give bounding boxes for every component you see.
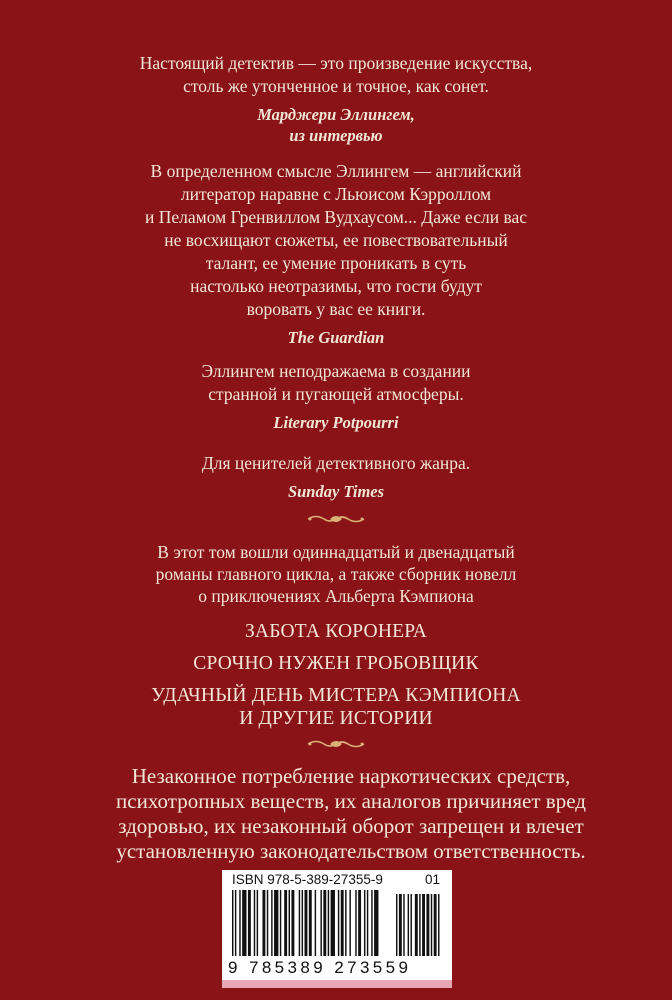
quote-line: Для ценителей детективного жанра. <box>201 453 471 473</box>
intro-line: В этот том вошли одиннадцатый и двенадцатый <box>157 542 515 562</box>
quote-source: Марджери Эллингем, <box>257 105 415 124</box>
quote-source: Literary Potpourri <box>273 413 399 432</box>
barcode-digits: 9 785389 273559 <box>228 958 412 977</box>
quote-line: настолько неотразимы, что гости будут <box>190 276 482 296</box>
quote-line: столь же утонченное и точное, как сонет. <box>183 76 489 96</box>
warning-line: установленную законодательством ответственность. <box>116 839 586 863</box>
quote-line: и Пеламом Гренвиллом Вудхаусом... Даже если вас <box>144 207 528 227</box>
isbn-label: ISBN 978-5-389-27355-9 <box>232 872 383 887</box>
quote-block-4 <box>100 452 572 502</box>
isbn-addon: 01 <box>424 872 440 887</box>
book-title-3 <box>60 684 612 730</box>
ornament-divider <box>306 512 366 526</box>
quote-line: Настоящий детектив — это произведение искусства, <box>139 53 533 73</box>
barcode-bars <box>232 890 444 960</box>
quote-block-2 <box>100 160 572 348</box>
quote-line: Эллингем неподражаема в создании <box>201 361 471 381</box>
quote-line: талант, ее умение проникать в суть <box>205 253 467 273</box>
legal-warning <box>96 764 606 864</box>
intro-line: о приключениях Альберта Кэмпиона <box>198 586 474 606</box>
quote-block-1 <box>100 52 572 146</box>
quote-line: не восхищают сюжеты, ее повествовательный <box>164 230 508 250</box>
quote-line: странной и пугающей атмосферы. <box>208 384 464 404</box>
quote-source: из интервью <box>289 126 383 145</box>
book-title-2 <box>60 652 612 675</box>
volume-intro <box>96 541 576 607</box>
intro-line: романы главного цикла, а также сборник новелл <box>155 564 517 584</box>
quote-source: The Guardian <box>287 328 385 347</box>
quote-source: Sunday Times <box>287 482 385 501</box>
quote-line: В определенном смысле Эллингем — английский <box>150 161 522 181</box>
quote-line: литератор наравне с Льюисом Кэрроллом <box>180 184 492 204</box>
title-line: И ДРУГИЕ ИСТОРИИ <box>239 708 433 729</box>
isbn-label-row <box>232 872 444 888</box>
quote-block-3 <box>100 360 572 433</box>
warning-line: психотропных веществ, их аналогов причиняет вред <box>116 789 586 813</box>
quote-line: воровать у вас ее книги. <box>246 299 426 319</box>
ornament-divider <box>306 737 366 751</box>
warning-line: Незаконное потребление наркотических средств, <box>131 764 571 788</box>
title-line: СРОЧНО НУЖЕН ГРОБОВЩИК <box>193 653 479 674</box>
warning-line: здоровью, их незаконный оборот запрещен и влечет <box>118 814 584 838</box>
title-line: УДАЧНЫЙ ДЕНЬ МИСТЕРА КЭМПИОНА <box>151 685 521 706</box>
barcode-box <box>222 870 452 980</box>
title-line: ЗАБОТА КОРОНЕРА <box>244 621 428 642</box>
book-title-1 <box>60 620 612 643</box>
barcode-strip <box>222 980 452 988</box>
